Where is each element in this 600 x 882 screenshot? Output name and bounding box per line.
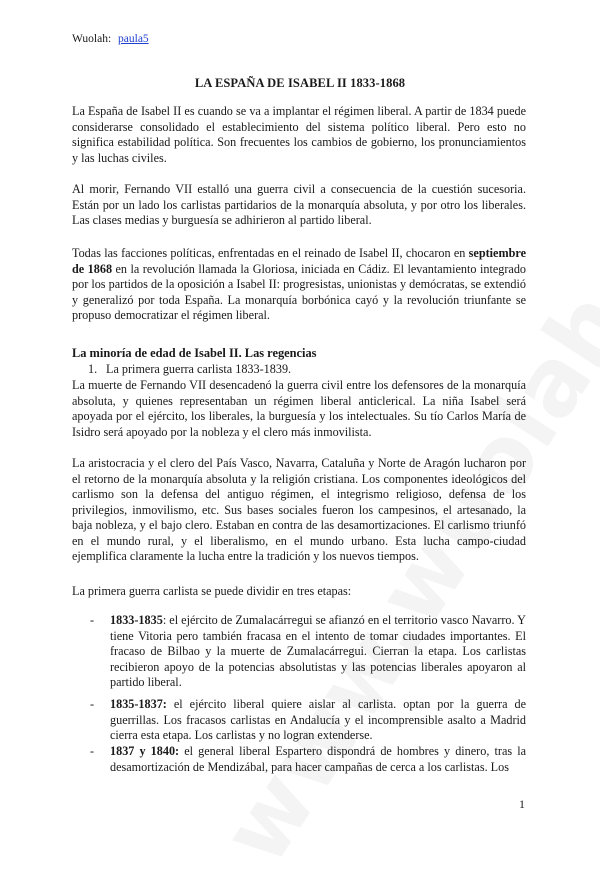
list-item-text <box>110 613 526 691</box>
list-item-body: el general liberal Espartero dispondrá de hombres y dinero, tras la desamortización de Mendizábal, para hacer campañas de cerca a los carlistas. Los <box>110 744 526 774</box>
bullet-dash: - <box>90 613 95 627</box>
document-title: LA ESPAÑA DE ISABEL II 1833-1868 <box>194 76 406 90</box>
header-label: Wuolah: <box>72 33 112 45</box>
section-heading: La minoría de edad de Isabel II. Las regencias <box>72 346 317 360</box>
paragraph-3-end: en la revolución llamada la Gloriosa, iniciada en Cádiz. El levantamiento integrado por los partidos de la oposición a Isabel II: progresistas, unionistas y demócratas, se extendió y generalizó por toda España. La monarquía borbónica cayó y la revolución triunfante se propuso democratizar el régimen liberal. <box>72 261 527 322</box>
wuolah-header <box>72 33 149 45</box>
bullet-dash: - <box>90 744 95 758</box>
list-item-body: : el ejército de Zumalacárregui se afianzó en el territorio vasco Navarro. Y tiene Vitoria pero también fracasa en el intento de tomar ciudades importantes. El fracaso de Bilbao y la muerte de Zumalacárregui. Cierran la etapa. Los carlistas recibieron apoyo de la potencias absolutistas y las potencias liberales apoyaron al partido liberal. <box>110 613 526 689</box>
paragraph-6: La primera guerra carlista se puede dividir en tres etapas: <box>72 584 352 598</box>
list-item-period: 1835-1837: <box>110 697 167 711</box>
item-number: 1. <box>88 362 98 376</box>
item-text: La primera guerra carlista 1833-1839. <box>106 362 292 376</box>
list-item-body: el ejército liberal quiere aislar al carlista. optan por la guerra de guerrillas. Los fracasos carlistas en Andalucía y el incomprensible asalto a Madrid cierra esta etapa. Los carlistas y no logran extenderse. <box>110 697 526 742</box>
paragraph-2: Al morir, Fernando VII estalló una guerra civil a consecuencia de la cuestión sucesoria. Están por un lado los carlistas partidarios de la monarquía absoluta, y por otro los liberales. Las clases medias y burguesía se adhirieron al partido liberal. <box>72 182 526 227</box>
paragraph-3-date: septiembre de 1868 <box>72 246 526 276</box>
numbered-item <box>88 362 291 377</box>
page-number: 1 <box>519 797 525 811</box>
list-item-period: 1837 y 1840: <box>110 744 180 758</box>
paragraph-5: La aristocracia y el clero del País Vasco, Navarra, Cataluña y Norte de Aragón lucharon por el retorno de la monarquía absoluta y la religión cristiana. Los componentes ideológicos del carlismo son la defensa del antiguo régimen, el integrismo religioso, defensa de los privilegios, inmovilismo, etc. Sus bases sociales fueron los campesinos, el artesanado, la baja nobleza, y el bajo clero. Estaban en contra de las desamortizaciones. El carlismo triunfó en el mundo rural, y el liberalismo, en el mundo urbano. Esta lucha campo-ciudad ejemplifica claramente la lucha entre la tradición y los nuevos tiempos. <box>72 456 526 563</box>
bullet-dash: - <box>90 697 95 711</box>
user-link[interactable]: paula5 <box>118 33 149 45</box>
paragraph-3-start: Todas las facciones políticas, enfrentadas en el reinado de Isabel II, chocaron en <box>72 246 469 260</box>
paragraph-4: La muerte de Fernando VII desencadenó la guerra civil entre los defensores de la monarquía absoluta, y quienes representaban un régimen liberal anticlerical. La niña Isabel será apoyada por el ejército, los liberales, la burguesía y los intelectuales. Su tío Carlos María de Isidro será apoyado por la nobleza y el clero más inmovilista. <box>72 378 526 439</box>
list-item-text <box>110 697 526 744</box>
paragraph-3 <box>72 246 526 324</box>
list-item-text <box>110 744 526 775</box>
list-item-period: 1833-1835 <box>110 613 163 627</box>
paragraph-1: La España de Isabel II es cuando se va a implantar el régimen liberal. A partir de 1834 puede considerarse consolidado el establecimiento del sistema político liberal. Pero esto no significa estabilidad política. Son frecuentes los cambios de gobierno, los pronunciamientos y las luchas civiles. <box>72 104 526 165</box>
